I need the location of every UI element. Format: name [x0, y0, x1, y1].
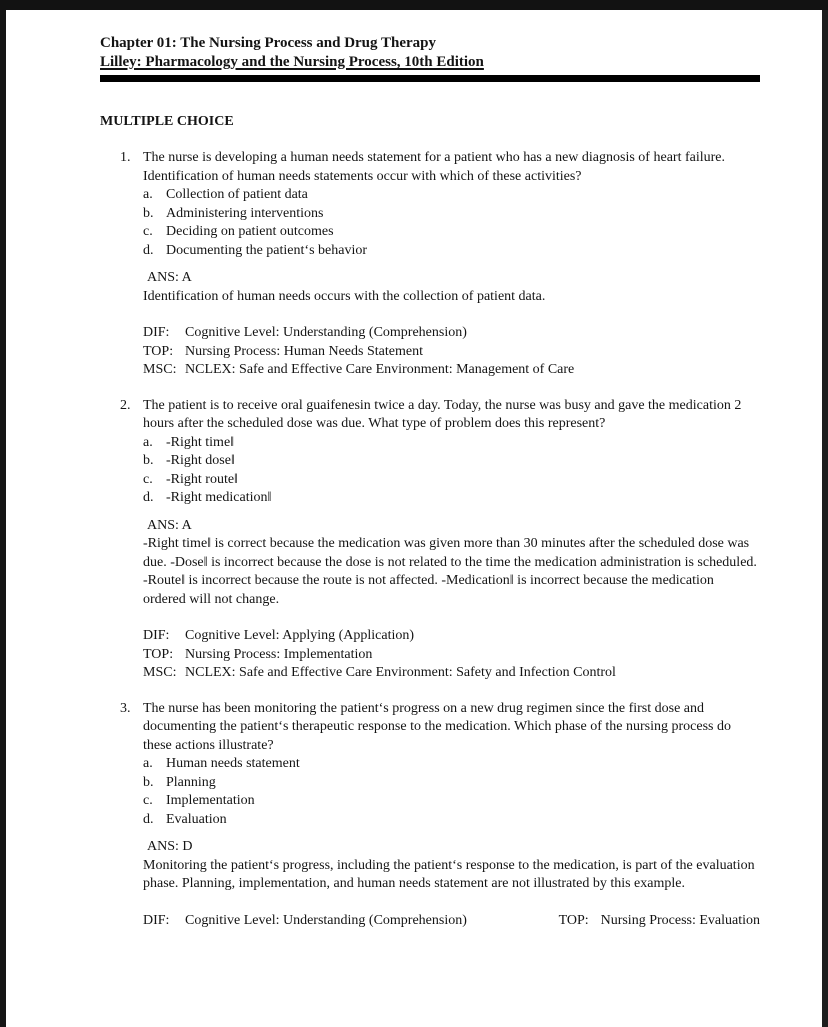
option-text: -Right time‖ — [166, 434, 235, 450]
option-a — [143, 186, 760, 205]
tag-label: TOP: — [143, 646, 174, 662]
section-heading: MULTIPLE CHOICE — [100, 114, 234, 129]
tag-label: DIF: — [143, 628, 170, 643]
answer-block — [143, 517, 760, 610]
answer-value: A — [181, 270, 192, 285]
header-rule — [100, 75, 760, 82]
option-letter: c. — [143, 471, 153, 487]
option-text: Deciding on patient outcomes — [166, 224, 334, 239]
question-number: 1. — [120, 150, 131, 165]
answer-rationale: -Right time‖ is correct because the medication was given more than 30 minutes after the scheduled dose was due. -Dose‖ is incorrect because the dose is not related to the time the medication administration is scheduled. -Route‖ is incorrect because the route is not affected. -Medication‖ is incorrect because the medication ordered will not change. — [143, 536, 757, 607]
tag-value: Cognitive Level: Applying (Application) — [185, 628, 415, 643]
document-header — [100, 34, 760, 82]
option-letter: d. — [143, 490, 154, 505]
tag-value: Nursing Process: Evaluation — [600, 912, 760, 928]
question-number: 3. — [120, 700, 131, 716]
window-right-edge — [822, 0, 828, 1027]
option-text: -Right medication‖ — [166, 490, 272, 505]
answer-rationale: Monitoring the patient‘s progress, including the patient‘s response to the medication, is part of the evaluation phase. Planning, implementation, and human needs statement are not illustrated by this example. — [143, 857, 755, 891]
option-letter: b. — [143, 774, 154, 790]
question-1 — [120, 149, 760, 380]
answer-block — [143, 269, 760, 306]
tag-dif — [143, 627, 760, 646]
tag-msc — [143, 361, 760, 380]
tag-value: Cognitive Level: Understanding (Comprehension) — [185, 325, 467, 340]
window-left-edge — [0, 0, 6, 1027]
tag-dif — [143, 912, 467, 931]
answer-value: A — [181, 517, 192, 533]
option-c — [143, 792, 760, 811]
answer-label: ANS: — [147, 517, 179, 533]
document-page — [6, 10, 822, 1027]
tag-value: NCLEX: Safe and Effective Care Environment: Safety and Infection Control — [185, 665, 616, 680]
option-d — [143, 489, 760, 508]
tag-top — [143, 343, 760, 362]
tag-value: Nursing Process: Implementation — [185, 646, 373, 662]
option-b — [143, 452, 760, 471]
option-b — [143, 205, 760, 224]
option-text: Implementation — [166, 793, 255, 808]
tag-msc — [143, 664, 760, 683]
answer-line — [143, 838, 760, 857]
option-text: Evaluation — [166, 811, 227, 827]
tag-value: NCLEX: Safe and Effective Care Environment: Management of Care — [185, 362, 575, 377]
question-stem: The nurse is developing a human needs statement for a patient who has a new diagnosis of heart failure. Identification of human needs statements occur with which of these activities? — [143, 150, 725, 184]
option-text: -Right route‖ — [166, 471, 238, 487]
option-text: Human needs statement — [166, 756, 300, 771]
tag-dif — [143, 324, 760, 343]
chapter-title: Chapter 01: The Nursing Process and Drug Therapy — [100, 35, 437, 51]
answer-value: D — [182, 839, 193, 854]
question-number: 2. — [120, 397, 131, 413]
book-title: Lilley: Pharmacology and the Nursing Process, 10th Edition — [100, 54, 484, 70]
answer-block — [143, 838, 760, 894]
question-tags — [143, 324, 760, 380]
question-body — [143, 149, 760, 380]
question-tags — [143, 627, 760, 683]
tag-value: Nursing Process: Human Needs Statement — [185, 343, 423, 359]
option-c — [143, 223, 760, 242]
option-letter: a. — [143, 434, 153, 450]
question-body — [143, 397, 760, 683]
option-a — [143, 755, 760, 774]
option-text: Collection of patient data — [166, 187, 308, 202]
answer-line — [143, 517, 760, 536]
option-letter: d. — [143, 811, 154, 827]
option-letter: b. — [143, 453, 154, 468]
option-letter: b. — [143, 205, 154, 221]
tag-label: MSC: — [143, 362, 177, 377]
option-letter: a. — [143, 187, 153, 202]
window-top-bar — [0, 0, 828, 10]
tag-label: TOP: — [558, 912, 589, 928]
tag-label: DIF: — [143, 912, 170, 928]
question-2 — [120, 397, 760, 683]
option-a — [143, 434, 760, 453]
question-body — [143, 700, 760, 931]
option-letter: c. — [143, 793, 153, 808]
tag-label: TOP: — [143, 343, 174, 359]
option-b — [143, 774, 760, 793]
answer-line — [143, 269, 760, 288]
tag-top — [559, 912, 760, 931]
tag-label: DIF: — [143, 325, 170, 340]
option-text: Administering interventions — [166, 205, 324, 221]
question-stem: The nurse has been monitoring the patient‘s progress on a new drug regimen since the first dose and documenting the patient‘s therapeutic response to the medication. Which phase of the nursing process do these actions illustrate? — [143, 700, 731, 753]
option-text: Planning — [166, 774, 216, 790]
answer-rationale: Identification of human needs occurs with the collection of patient data. — [143, 288, 546, 304]
option-d — [143, 811, 760, 830]
option-letter: a. — [143, 756, 153, 771]
tag-label: MSC: — [143, 665, 177, 680]
option-letter: c. — [143, 224, 153, 239]
question-stem: The patient is to receive oral guaifenesin twice a day. Today, the nurse was busy and gave the medication 2 hours after the scheduled dose was due. What type of problem does this represent? — [143, 397, 742, 431]
tag-value: Cognitive Level: Understanding (Comprehension) — [185, 912, 467, 928]
option-text: -Right dose‖ — [166, 453, 235, 468]
option-d — [143, 242, 760, 261]
answer-label: ANS: — [147, 270, 179, 285]
question-3 — [120, 700, 760, 931]
option-c — [143, 471, 760, 490]
question-tags — [143, 912, 760, 931]
option-text: Documenting the patient‘s behavior — [166, 242, 367, 258]
answer-label: ANS: — [147, 839, 179, 854]
tag-top — [143, 646, 760, 665]
option-letter: d. — [143, 242, 154, 258]
